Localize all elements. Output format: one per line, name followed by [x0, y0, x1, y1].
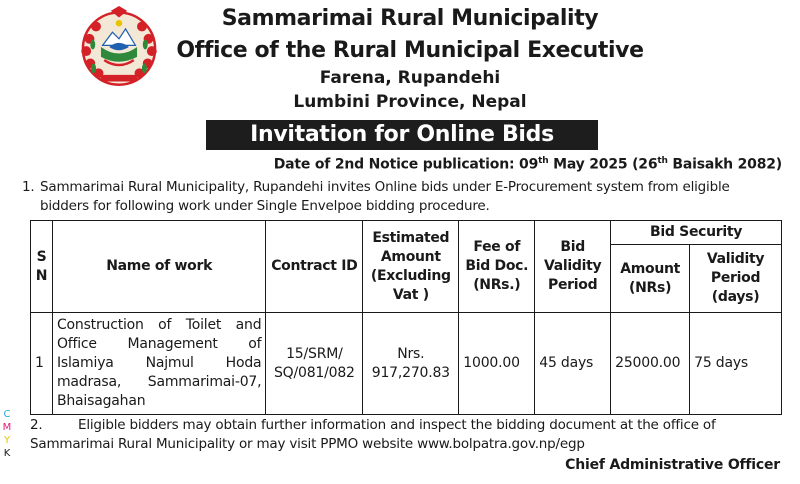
notice-date-label: Date of 2nd Notice publication: 09	[273, 156, 539, 173]
office-province: Lumbini Province, Nepal	[293, 92, 527, 112]
cell-security-validity: 75 days	[690, 313, 782, 415]
paragraph-1	[22, 178, 782, 216]
cell-security-amount: 25000.00	[611, 313, 690, 415]
cmyk-mark-y: Y	[3, 435, 11, 446]
cell-contract-id: 15/SRM/ SQ/081/082	[266, 313, 363, 415]
paragraph-2-number: 2.	[30, 417, 43, 433]
office-name: Office of the Rural Municipal Executive	[176, 38, 644, 63]
cmyk-mark-m: M	[2, 422, 12, 433]
notice-date-end: Baisakh 2082)	[667, 156, 782, 173]
col-header-bid-security: Bid Security	[611, 221, 782, 245]
cmyk-mark-c: C	[3, 409, 11, 420]
notice-publication-date	[274, 156, 782, 173]
nepal-emblem-icon	[78, 6, 160, 88]
col-header-contract-id: Contract ID	[266, 221, 363, 313]
notice-date-mid: May 2025 (26	[548, 156, 658, 173]
col-header-bid-validity: Bid Validity Period	[535, 221, 611, 313]
col-header-sn: S N	[31, 221, 53, 313]
cmyk-print-marks	[2, 408, 12, 460]
col-header-security-validity: Validity Period (days)	[690, 245, 782, 313]
cell-fee: 1000.00	[459, 313, 535, 415]
notice-date-sup-1: th	[538, 156, 549, 166]
col-header-estimated-amount: Estimated Amount (Excluding Vat )	[363, 221, 459, 313]
cmyk-mark-k: K	[3, 448, 11, 459]
table-row	[31, 313, 782, 415]
cell-sn: 1	[31, 313, 53, 415]
col-header-work: Name of work	[52, 221, 265, 313]
cell-work-name: Construction of Toilet and Office Management of Islamiya Najmul Hoda madrasa, Sammarimai-07, Bhaisagahan	[52, 313, 265, 415]
paragraph-1-number: 1.	[22, 179, 35, 195]
paragraph-2	[30, 416, 782, 454]
cell-estimated-amount: Nrs. 917,270.83	[363, 313, 459, 415]
paragraph-1-text: Sammarimai Rural Municipality, Rupandehi invites Online bids under E-Procurement system from eligible bidders for following work under Single Envelpoe bidding procedure.	[40, 179, 730, 214]
cell-bid-validity: 45 days	[535, 313, 611, 415]
office-location: Farena, Rupandehi	[319, 68, 501, 88]
signatory-title: Chief Administrative Officer	[565, 457, 780, 473]
notice-title-banner: Invitation for Online Bids	[206, 120, 598, 150]
municipality-name: Sammarimai Rural Municipality	[221, 6, 599, 31]
col-header-fee: Fee of Bid Doc. (NRs.)	[459, 221, 535, 313]
paragraph-2-text: Eligible bidders may obtain further information and inspect the bidding document at the office of Sammarimai Rural Municipality or may visit PPMO website www.bolpatra.gov.np/egp	[30, 417, 716, 452]
bids-table	[30, 220, 782, 415]
col-header-security-amount: Amount (NRs)	[611, 245, 690, 313]
notice-date-sup-2: th	[657, 156, 668, 166]
